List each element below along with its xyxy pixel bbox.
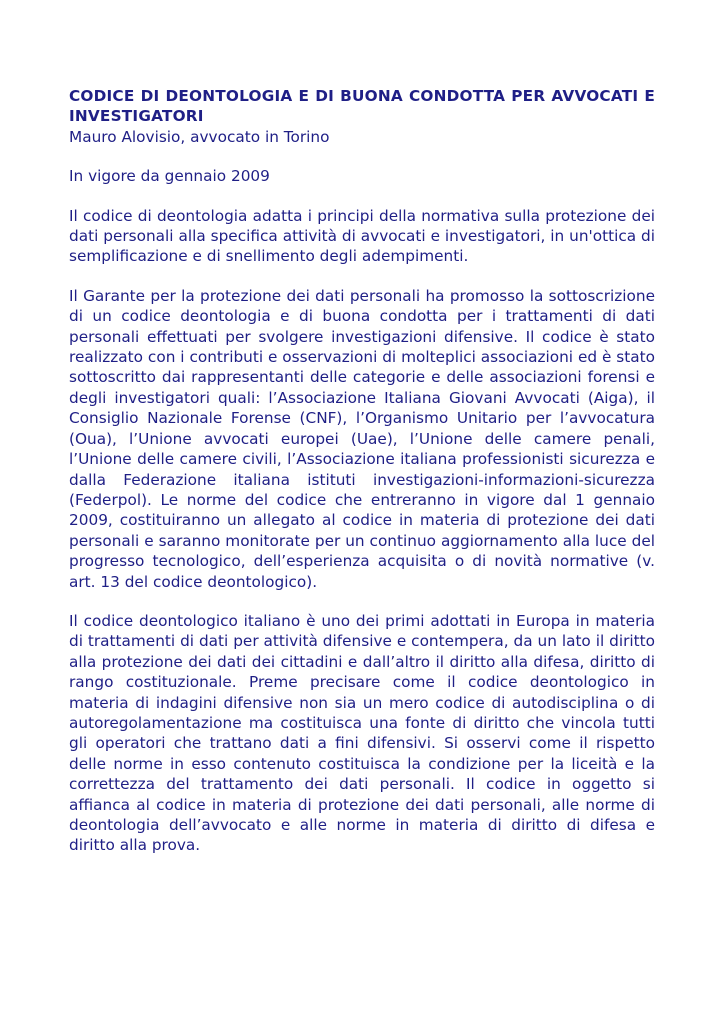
document-title: CODICE DI DEONTOLOGIA E DI BUONA CONDOTTA PER AVVOCATI E INVESTIGATORI: [69, 87, 655, 126]
effective-date: In vigore da gennaio 2009: [69, 167, 270, 186]
paragraph-codice-italiano: Il codice deontologico italiano è uno dei primi adottati in Europa in materia di trattamenti di dati per attività difensive e contempera, da un lato il diritto alla protezione dei dati dei cittadini e dall’altro il diritto alla difesa, diritto di rango costituzionale. Preme precisare come il codice deontologico in materia di indagini difensive non sia un mero codice di autodisciplina o di autoregolamentazione ma costituisca una fonte di diritto che vincola tutti gli operatori che trattano dati a fini difensivi. Si osservi come il rispetto delle norme in esso contenuto costituisca la condizione per la liceità e la correttezza del trattamento dei dati personali. Il codice in oggetto si affianca al codice in materia di protezione dei dati personali, alle norme di deontologia dell’avvocato e alle norme in materia di diritto di difesa e diritto alla prova.: [69, 611, 655, 855]
author-line: Mauro Alovisio, avvocato in Torino: [69, 127, 330, 146]
paragraph-intro: Il codice di deontologia adatta i principi della normativa sulla protezione dei dati personali alla specifica attività di avvocati e investigatori, in un'ottica di semplificazione e di snellimento degli adempimenti.: [69, 206, 655, 266]
paragraph-garante: Il Garante per la protezione dei dati personali ha promosso la sottoscrizione di un codice deontologia e di buona condotta per i trattamenti di dati personali effettuati per svolgere investigazioni difensive. Il codice è stato realizzato con i contributi e osservazioni di molteplici associazioni ed è stato sottoscritto dai rappresentanti delle categorie e delle associazioni forensi e degli investigatori quali: l’Associazione Italiana Giovani Avvocati (Aiga), il Consiglio Nazionale Forense (CNF), l’Organismo Unitario per l’avvocatura (Oua), l’Unione avvocati europei (Uae), l’Unione delle camere penali, l’Unione delle camere civili, l’Associazione italiana professionisti sicurezza e dalla Federazione italiana istituti investigazioni-informazioni-sicurezza (Federpol). Le norme del codice che entreranno in vigore dal 1 gennaio 2009, costituiranno un allegato al codice in materia di protezione dei dati personali e saranno monitorate per un continuo aggiornamento alla luce del progresso tecnologico, dell’esperienza acquisita o di novità normative (v. art. 13 del codice deontologico).: [69, 286, 655, 591]
document-page: [69, 86, 655, 875]
